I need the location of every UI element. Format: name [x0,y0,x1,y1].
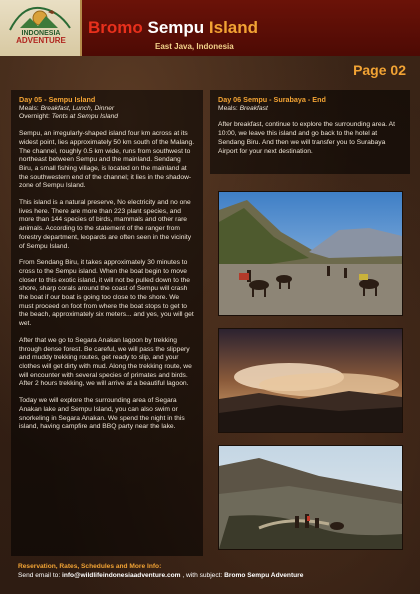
day05-paragraph-2: This island is a natural preserve, No electricity and no one lives here. There are more than 223 plant species, and more than 144 species of birds, mammals and other rare animals. According to the statement of the ranger from forestry department, leopards are often seen in the vicinity of Sempu Island. [19,199,192,250]
logo-line-2: ADVENTURE [16,36,66,45]
meals-label: Meals: [218,104,240,112]
contact-footer [18,563,418,580]
page-subtitle: East Java, Indonesia [155,42,234,51]
day05-paragraph-4: After that we go to Segara Anakan lagoon by trekking through dense forest. Be careful, we will pass the slippery and muddy trekking routes, get ready to slip, and your clothes will get dirty with mud. Along the trekking route, we will encounter with several species of primates and birds. After 2 hours trekking, we will arrive at a beautiful lagoon. [19,336,192,388]
title-word-sempu: Sempu [147,18,209,37]
email-subject: Bromo Sempu Adventure [224,571,304,579]
title-word-bromo: Bromo [88,18,148,37]
day06-panel [210,90,410,174]
day05-heading: Day 05 - Sempu Island [19,95,96,104]
meals-label: Meals: [19,104,41,112]
day06-heading: Day 06 Sempu - Surabaya - End [218,95,326,104]
send-prefix: Send email to: [18,571,62,579]
contact-email-link[interactable]: info@wildlifeindonesiaadventure.com [61,571,181,579]
logo-emblem-icon [0,0,80,56]
footer-heading: Reservation, Rates, Schedules and More Info: [18,563,162,570]
day05-paragraph-1: Sempu, an irregularly-shaped island four km across at its widest point, lies approximately 50 km south of the Malang. The channel, roughly 0.5 km wide, runs from southwest to northeast between Sempu and the mainland. Sendang Biru, a small fishing village, is located on the mainland at the southwestern end of the channel; it lies in the shadow-zone of Sempu Island. [19,130,195,190]
photo-bromo-horses [218,191,403,316]
meals-value: Breakfast, Lunch, Dinner [40,104,115,112]
logo-line-1: INDONESIA [21,30,61,37]
day05-panel [11,90,203,556]
meals-value: Breakfast [239,104,268,112]
photo-crater-trail [218,445,403,550]
footer-contact-line [18,572,418,581]
day05-overnight [19,113,195,122]
title-word-island: Island [208,18,259,37]
day05-meals [19,105,195,114]
day05-paragraph-5: Today we will explore the surrounding area of Segara Anakan lake and Sempu Island, you can also swim or snorkeling in Segara Anakan. We spend the night in this island, having campfire and BBQ party near the lake. [19,397,185,431]
page-number: Page 02 [353,62,406,78]
day05-paragraph-3: From Sendang Biru, it takes approximately 30 minutes to cross to the Sempu island. When the boat begin to move closer to this exotic island, it will not be pulled down to the shore, sharp corals around the coast of Sempu will crash the boat if our boat is going too close to the shore. We must proceed on foot from where the boat stops to get to the beach, approximately six meters... and yes, you will get wet. [19,259,194,328]
page-header [0,0,420,56]
day06-meals [218,105,402,114]
subject-prefix: , with subject: [180,571,225,579]
page-title [88,18,258,38]
day06-paragraph: After breakfast, continue to explore the surrounding area. At 10:00, we leave this island and go back to the hotel at Sendang Biru. And then we will transfer you to Surabaya Airport for your next destination. [218,121,395,155]
company-logo [0,0,82,56]
overnight-value: Tents at Sempu Island [51,113,119,121]
photo-sunrise-clouds [218,328,403,433]
overnight-label: Overnight: [19,113,52,121]
